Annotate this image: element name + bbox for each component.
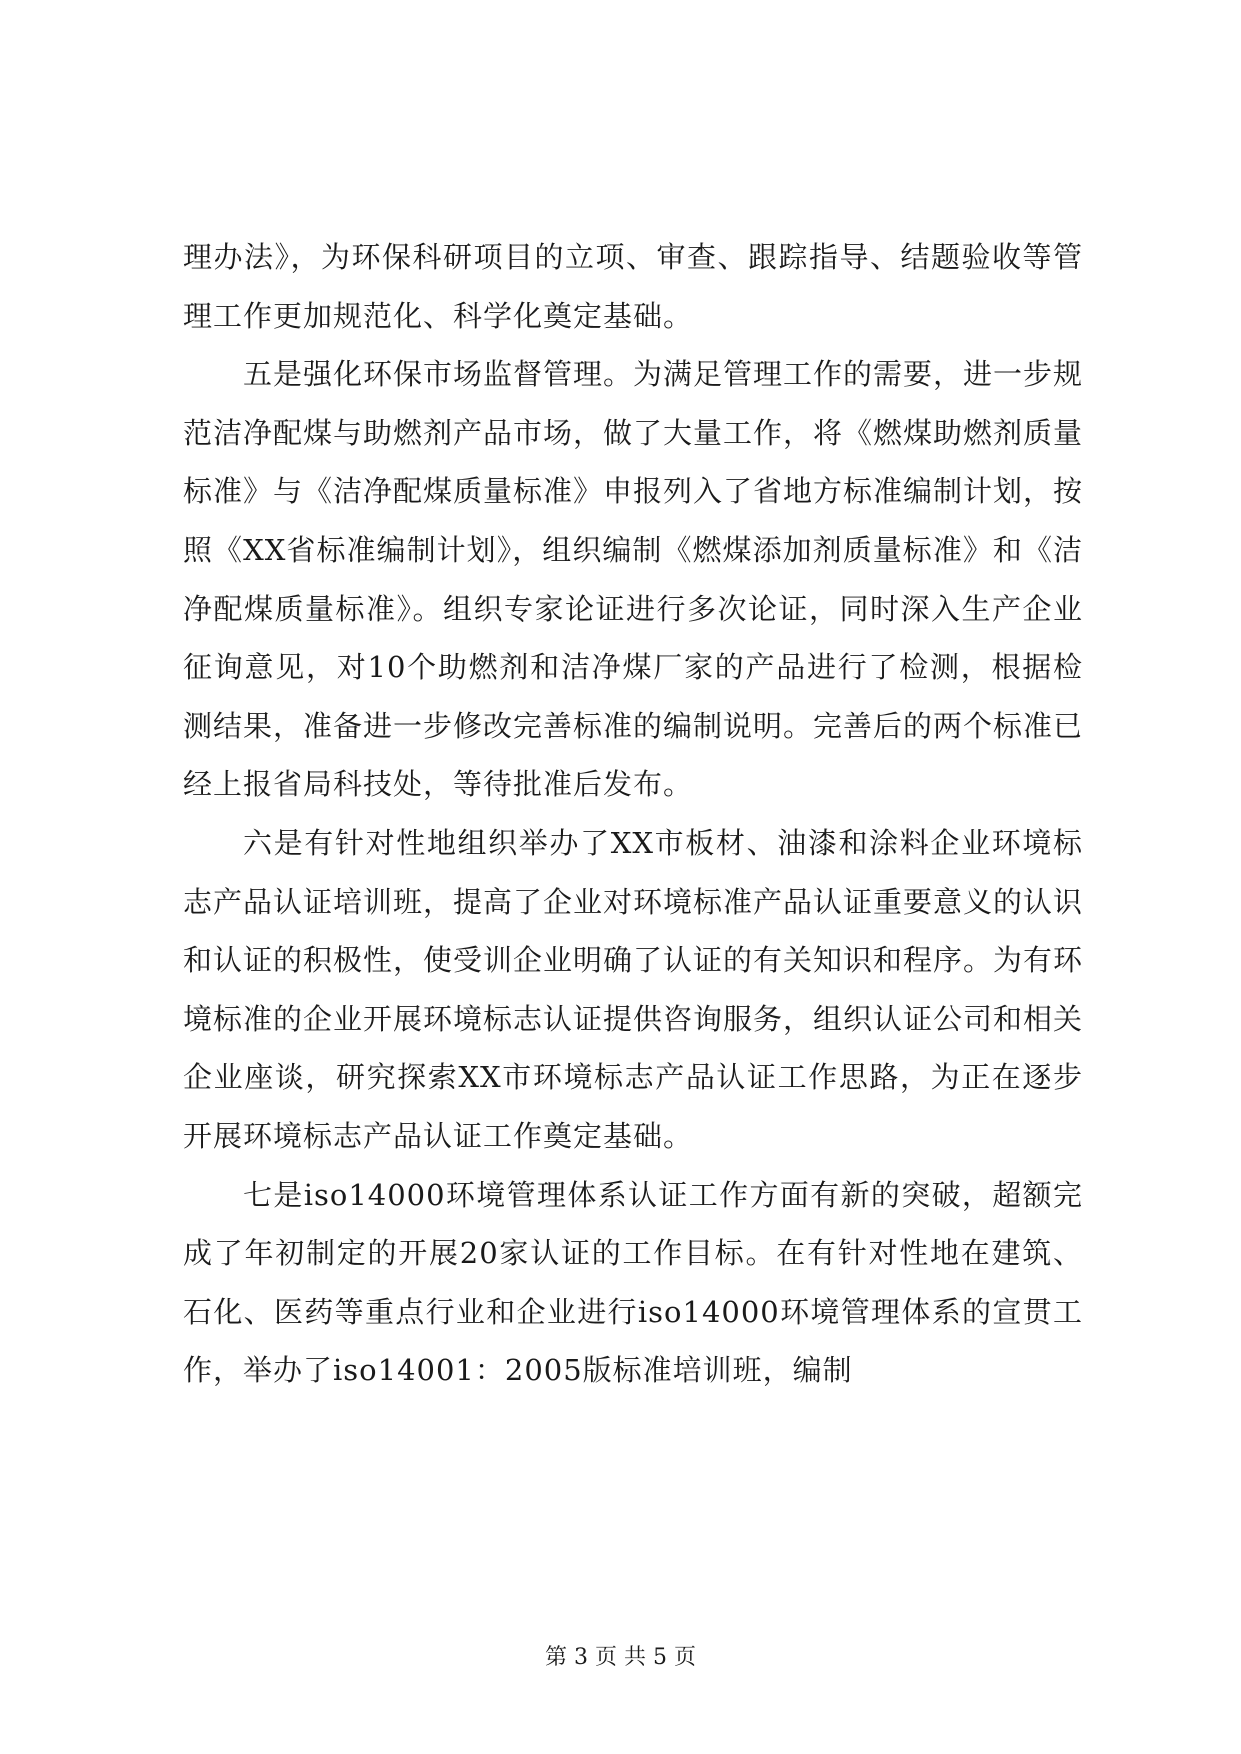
- paragraph-item-six: 六是有针对性地组织举办了XX市板材、油漆和涂料企业环境标志产品认证培训班，提高了企业对环境标准产品认证重要意义的认识和认证的积极性，使受训企业明确了认证的有关知识和程序。为有环境标准的企业开展环境标志认证提供咨询服务，组织认证公司和相关企业座谈，研究探索XX市环境标志产品认证工作思路，为正在逐步开展环境标志产品认证工作奠定基础。: [183, 825, 1084, 1153]
- page-number-footer: 第 3 页 共 5 页: [545, 1645, 696, 1670]
- body-text: [183, 228, 1083, 1400]
- paragraph-continuation: 理办法》，为环保科研项目的立项、审查、跟踪指导、结题验收等管理工作更加规范化、科学化奠定基础。: [183, 240, 1083, 333]
- paragraph-item-five: 五是强化环保市场监督管理。为满足管理工作的需要，进一步规范洁净配煤与助燃剂产品市场，做了大量工作，将《燃煤助燃剂质量标准》与《洁净配煤质量标准》申报列入了省地方标准编制计划，按照《XX省标准编制计划》，组织编制《燃煤添加剂质量标准》和《洁净配煤质量标准》。组织专家论证进行多次论证，同时深入生产企业征询意见，对10个助燃剂和洁净煤厂家的产品进行了检测，根据检测结果，准备进一步修改完善标准的编制说明。完善后的两个标准已经上报省局科技处，等待批准后发布。: [183, 357, 1084, 802]
- paragraph-item-seven: 七是iso14000环境管理体系认证工作方面有新的突破，超额完成了年初制定的开展20家认证的工作目标。在有针对性地在建筑、石化、医药等重点行业和企业进行iso14000环境管理体系的宣贯工作，举办了iso14001：2005版标准培训班，编制: [183, 1177, 1083, 1388]
